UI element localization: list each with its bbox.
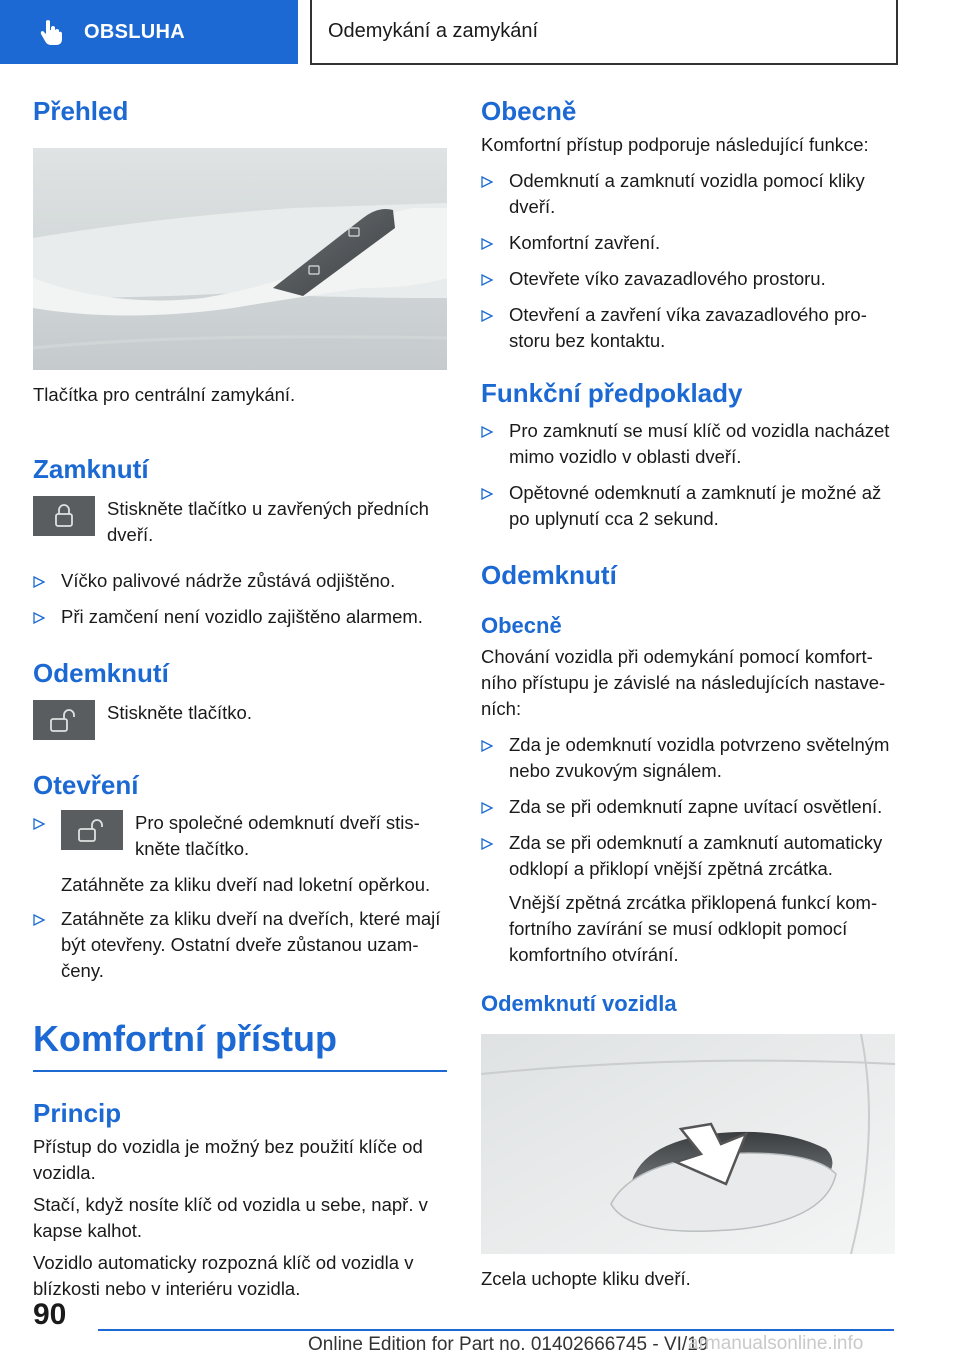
prehled-caption: Tlačítka pro centrální zamykání.: [33, 384, 296, 405]
topic-title: Odemykání a zamykání: [328, 20, 539, 42]
right-column: [481, 96, 895, 1292]
hand-pointer-icon: [36, 17, 66, 47]
lock-button-icon: [33, 496, 95, 536]
heading-princip: Princip: [33, 1098, 122, 1128]
list-item: Otevřete víko zavazadlového prostoru.: [481, 266, 895, 292]
list-item: Při zamčení není vozidlo zajištěno alarmem.: [33, 604, 447, 630]
heading-prehled: Přehled: [33, 96, 129, 126]
bullet-triangle-icon: [481, 176, 493, 188]
door-buttons-photo: [33, 148, 447, 370]
list-item: Zda se při odemknutí a zamknutí automaticky odklopí a přiklopí vnější zpětná zrcátka. Vnější zpětná zrcátka přiklopená funkcí komfortního zavírání se musí odklopit pomocí komfortního otvírání.: [481, 830, 895, 968]
subheading-odemknuti-vozidla: Odemknutí vozidla: [481, 991, 677, 1016]
bullet-triangle-icon: [481, 426, 493, 438]
list-item: Pro zamknutí se musí klíč od vozidla nacházet mimo vozidlo v oblasti dveří.: [481, 418, 895, 470]
bullet-triangle-icon: [481, 310, 493, 322]
bullet-triangle-icon: [481, 802, 493, 814]
list-item: Zda se při odemknutí zapne uvítací osvětlení.: [481, 794, 895, 820]
obecne2-text: Chování vozidla při odemykání pomocí komfortního přístupu je závislé na následujících nastaveních:: [481, 646, 886, 719]
left-column: [33, 96, 447, 1302]
bullet-triangle-icon: [481, 488, 493, 500]
list-item: Zatáhněte za kliku dveří na dveřích, které mají být otevřeny. Ostatní dveře zůstanou uzamčeny.: [33, 906, 447, 984]
heading-funkcni-predpoklady: Funkční předpoklady: [481, 378, 743, 408]
list-item: Zda je odemknutí vozidla potvrzeno světelným nebo zvukovým signálem.: [481, 732, 895, 784]
bullet-triangle-icon: [33, 818, 45, 830]
list-item: Otevření a zavření víka zavazadlového prostoru bez kontaktu.: [481, 302, 895, 354]
bullet-triangle-icon: [33, 576, 45, 588]
obecne2-note: Vnější zpětná zrcátka přiklopená funkcí komfortního zavírání se musí odklopit pomocí komfortního otvírání.: [509, 892, 878, 965]
subheading-obecne: Obecně: [481, 613, 562, 638]
zamknuti-text: Stiskněte tlačítko u zavřených předních dveří.: [107, 498, 429, 545]
list-item: [33, 810, 447, 898]
bullet-triangle-icon: [481, 274, 493, 286]
watermark-text: armanualsonline.info: [688, 1333, 864, 1354]
heading-otevreni: Otevření: [33, 770, 139, 800]
otevreni-item1-text: Pro společné odemknutí dveří stiskněte tlačítko.: [135, 812, 420, 859]
unlock-button-icon: [33, 700, 95, 740]
bullet-triangle-icon: [33, 612, 45, 624]
heading-odemknuti: Odemknutí: [33, 658, 169, 688]
princip-paragraph: Přístup do vozidla je možný bez použití klíče od vozidla.: [33, 1136, 423, 1183]
footer-edition: Online Edition for Part no. 01402666745 - VI/19: [308, 1334, 709, 1355]
list-item: Komfortní zavření.: [481, 230, 895, 256]
list-item: Odemknutí a zamknutí vozidla pomocí kliky dveří.: [481, 168, 895, 220]
door-handle-photo: [481, 1034, 895, 1254]
page-header: [0, 0, 960, 66]
odemknuti-text: Stiskněte tlačítko.: [107, 702, 252, 723]
page-number: 90: [33, 1298, 67, 1331]
heading-odemknuti-right: Odemknutí: [481, 560, 617, 590]
heading-zamknuti: Zamknutí: [33, 454, 149, 484]
bullet-triangle-icon: [481, 238, 493, 250]
princip-paragraph: Stačí, když nosíte klíč od vozidla u sebe, např. v kapse kalhot.: [33, 1194, 428, 1241]
otevreni-item1-follow: Zatáhněte za kliku dveří nad loketní opěrkou.: [61, 874, 431, 895]
princip-paragraph: Vozidlo automaticky rozpozná klíč od vozidla v blízkosti nebo v interiéru vozidla.: [33, 1252, 414, 1299]
unlock-button-icon: [61, 810, 123, 850]
list-item: Víčko palivové nádrže zůstává odjištěno.: [33, 568, 447, 594]
bullet-triangle-icon: [481, 838, 493, 850]
footer-divider: [98, 1329, 894, 1331]
section-label: OBSLUHA: [84, 20, 185, 43]
heading-komfortni-pristup: Komfortní přístup: [33, 1018, 447, 1072]
obecne-intro: Komfortní přístup podporuje následující funkce:: [481, 134, 869, 155]
vozidla-caption: Zcela uchopte kliku dveří.: [481, 1268, 691, 1289]
list-item: Opětovné odemknutí a zamknutí je možné až po uplynutí cca 2 sekund.: [481, 480, 895, 532]
bullet-triangle-icon: [33, 914, 45, 926]
bullet-triangle-icon: [481, 740, 493, 752]
section-tab: [0, 0, 298, 64]
topic-box: [310, 0, 898, 65]
heading-obecne: Obecně: [481, 96, 577, 126]
